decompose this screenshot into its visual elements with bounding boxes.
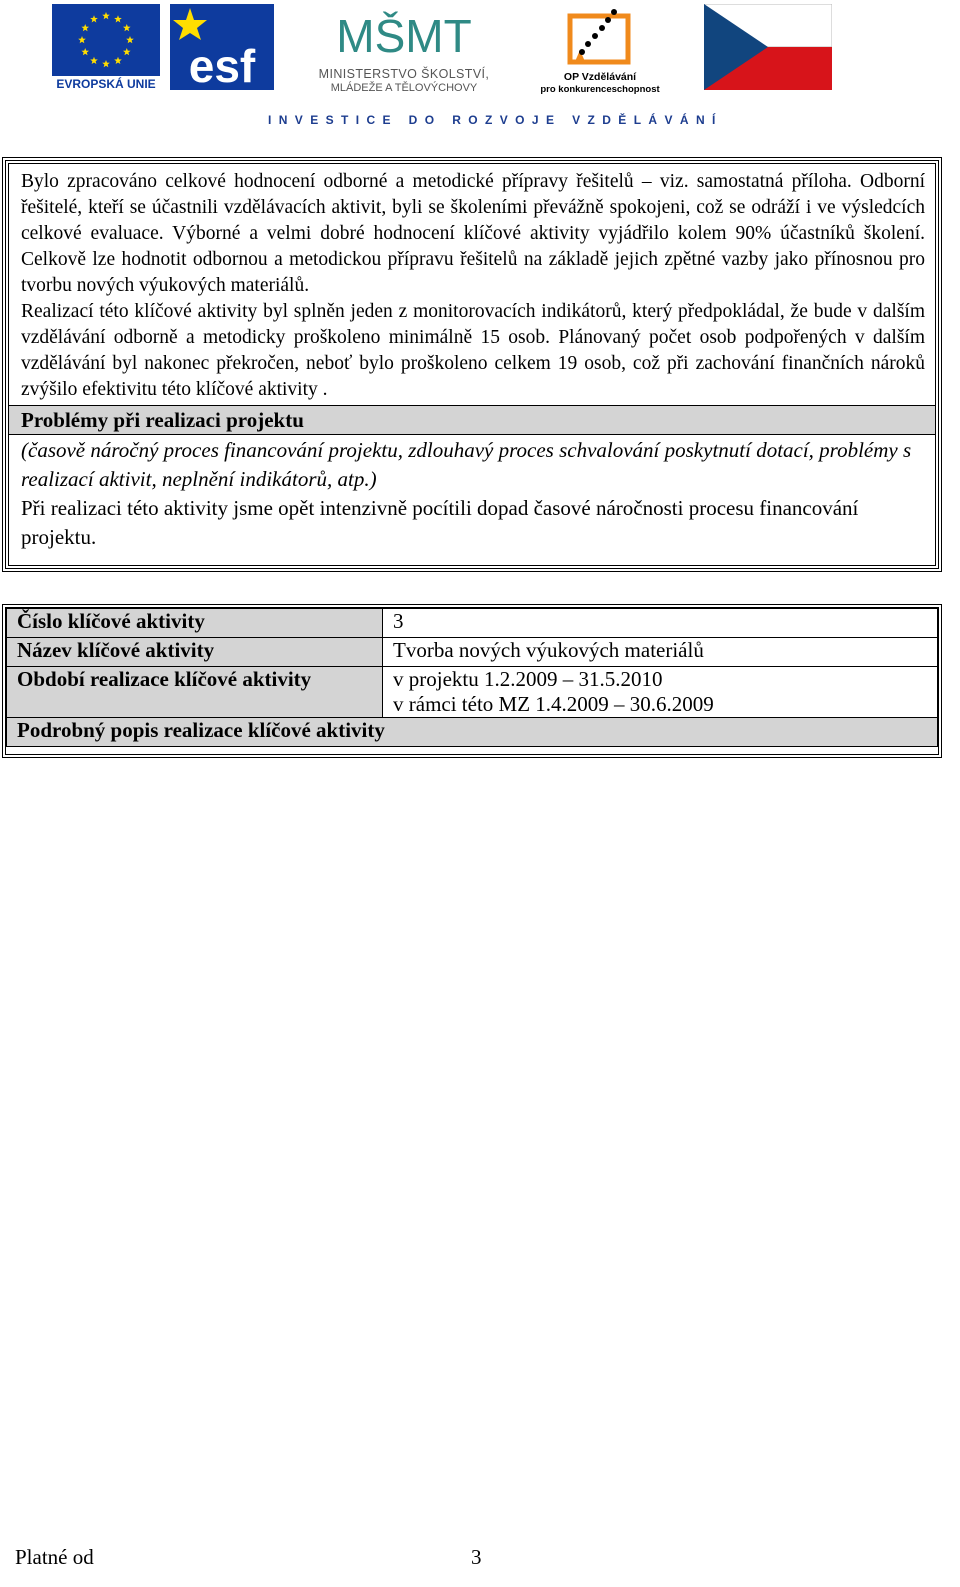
table-row: [7, 609, 938, 638]
evaluation-paragraph-2: Realizací této klíčové aktivity byl splněn jeden z monitorovacích indikátorů, který předpokládal, že bude v dalším vzdělávání odborně a metodicky proškoleno minimálně 15 osob. Plánovaný počet osob podpořených v dalším vzdělávání byl nakonec překročen, neboť bylo proškoleno celkem 19 osob, což při zachování finančních nároků zvýšilo efektivitu této klíčové aktivity .: [21, 301, 925, 400]
czech-flag-logo: [704, 4, 832, 90]
header-logos: [0, 0, 960, 140]
evaluation-inner: [8, 163, 936, 566]
activity-box: [2, 604, 942, 758]
slogan: INVESTICE DO ROZVOJE VZDĚLÁVÁNÍ: [268, 113, 723, 127]
activity-name-label: Název klíčové aktivity: [7, 638, 383, 667]
table-row: [7, 638, 938, 667]
msmt-logo: [306, 2, 502, 94]
activity-table: [6, 608, 938, 747]
page-number: 3: [471, 1545, 482, 1569]
activity-period-value: [383, 667, 938, 718]
problems-text: Při realizaci této aktivity jsme opět intenzivně pocítili dopad časové náročnosti procesu financování projektu.: [21, 496, 859, 549]
eu-caption: EVROPSKÁ UNIE: [56, 77, 156, 90]
czech-flag-icon: [704, 4, 832, 90]
activity-name-value: Tvorba nových výukových materiálů: [383, 638, 938, 667]
activity-period-label: Období realizace klíčové aktivity: [7, 667, 383, 718]
esf-logo: [170, 4, 274, 90]
eu-logo: [52, 4, 160, 90]
activity-number-label: Číslo klíčové aktivity: [7, 609, 383, 638]
table-row: [7, 718, 938, 747]
activity-number-value: 3: [383, 609, 938, 638]
esf-icon: [170, 4, 274, 90]
problems-hint: (časově náročný proces financování projektu, zdlouhavý proces schvalování poskytnutí dotací, problémy s realizací aktivit, neplnění indikátorů, atp.): [21, 438, 912, 491]
op-line1: OP Vzdělávání: [563, 71, 637, 83]
table-row: [7, 667, 938, 718]
op-icon: [538, 4, 662, 96]
footer-valid-from: Platné od: [15, 1545, 94, 1569]
msmt-mark: MŠMT: [336, 10, 472, 62]
msmt-line2: MLÁDEŽE A TĚLOVÝCHOVY: [330, 82, 478, 94]
esf-text: esf: [188, 40, 256, 90]
period-mz: v rámci této MZ 1.4.2009 – 30.6.2009: [393, 692, 714, 716]
evaluation-box: [2, 157, 942, 572]
evaluation-paragraph-1: Bylo zpracováno celkové hodnocení odborné a metodické přípravy řešitelů – viz. samostatná příloha. Odborní řešitelé, kteří se účastnili vzdělávacích aktivit, byli se školeními převážně spokojeni, což se odráží i ve výsledcích celkové evaluace. Výborné a velmi dobré hodnocení klíčové aktivity vyjádřilo kolem 90% účastníků školení. Celkově lze hodnotit odbornou a metodickou přípravu řešitelů na základě jejich zpětné vazby jako přínosnou pro tvorbu nových výukových materiálů.: [21, 171, 925, 296]
op-line2: pro konkurenceschopnost: [540, 84, 660, 95]
msmt-icon: [306, 2, 502, 94]
eu-flag-icon: [52, 4, 160, 90]
problems-heading: Problémy při realizaci projektu: [9, 405, 935, 435]
msmt-line1: MINISTERSTVO ŠKOLSTVÍ,: [318, 67, 490, 81]
detail-heading: Podrobný popis realizace klíčové aktivity: [7, 718, 938, 747]
op-logo: [538, 4, 662, 96]
period-project: v projektu 1.2.2009 – 31.5.2010: [393, 667, 663, 691]
